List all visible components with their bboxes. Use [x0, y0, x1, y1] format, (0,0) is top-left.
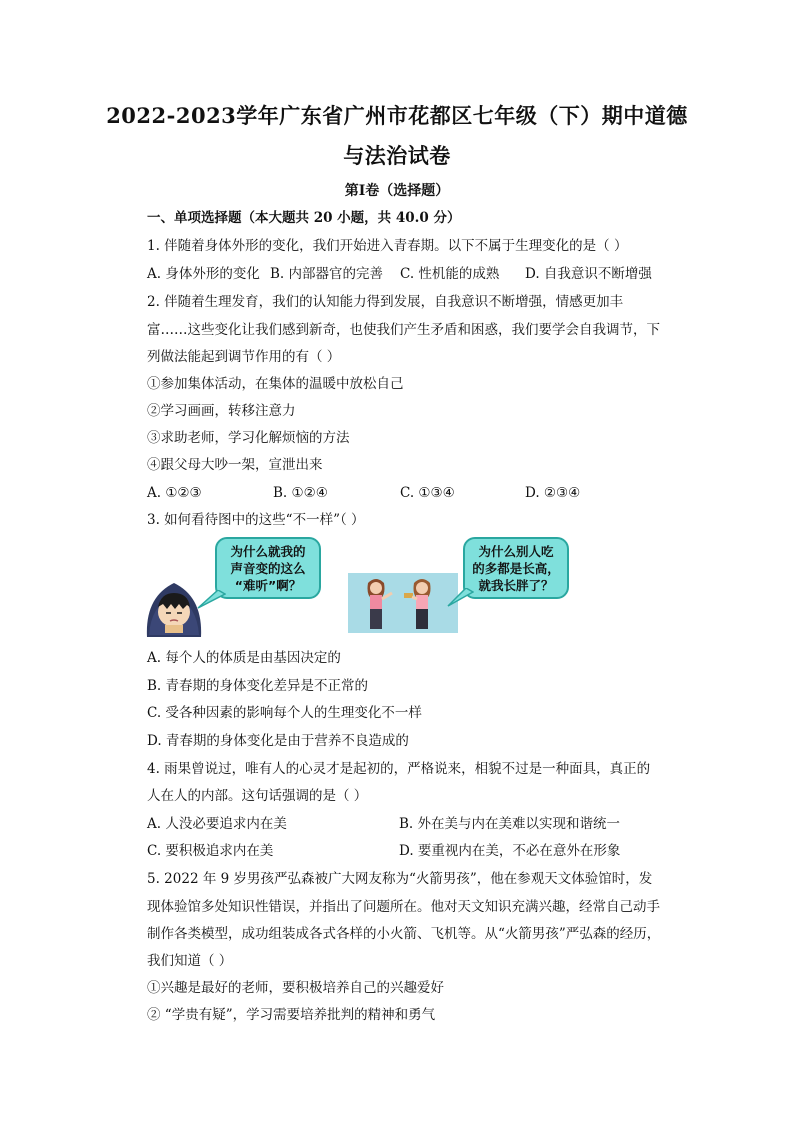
q4-stem-line1: 4. 雨果曾说过，唯有人的心灵才是起初的，严格说来，相貌不过是一种面具，真正的 — [147, 761, 651, 777]
q4-stem-line2: 人在人的内部。这句话强调的是（ ） — [147, 788, 368, 804]
q5-stem-line4: 我们知道（ ） — [147, 953, 233, 969]
q3-stem: 3. 如何看待图中的这些“不一样”（ ） — [147, 512, 365, 528]
q2-item-1: ①参加集体活动，在集体的温暖中放松自己 — [147, 376, 404, 392]
q2-option-d: D. ②③④ — [525, 485, 581, 501]
q5-item-1: ①兴趣是最好的老师，要积极培养自己的兴趣爱好 — [147, 980, 444, 996]
q2-item-2: ②学习画画，转移注意力 — [147, 403, 296, 419]
q3-option-d: D. 青春期的身体变化是由于营养不良造成的 — [147, 733, 409, 749]
bubble-left-line3: “难听”啊？ — [234, 578, 302, 593]
q2-stem-line2: 富……这些变化让我们感到新奇，也使我们产生矛盾和困惑，我们要学会自我调节，下 — [147, 322, 660, 338]
q1-stem: 1. 伴随着身体外形的变化，我们开始进入青春期。以下不属于生理变化的是（ ） — [147, 238, 628, 254]
q2-option-c: C. ①③④ — [400, 485, 455, 501]
bubble-right-line3: 就我长胖了？ — [478, 578, 554, 593]
q2-item-3: ③求助老师，学习化解烦恼的方法 — [147, 430, 350, 446]
q4-option-a: A. 人没必要追求内在美 — [147, 816, 287, 832]
q4-option-d: D. 要重视内在美，不必在意外在形象 — [399, 843, 621, 859]
q2-stem-line3: 列做法能起到调节作用的有（ ） — [147, 349, 341, 365]
bubble-left-line2: 声音变的这么 — [230, 561, 306, 576]
two-girls-photo — [348, 573, 458, 633]
q3-option-a: A. 每个人的体质是由基因决定的 — [147, 650, 341, 666]
exam-title-line1: 2022-2023学年广东省广州市花都区七年级（下）期中道德 — [106, 103, 688, 128]
bubble-left-tail — [196, 590, 226, 610]
speech-bubble-right — [463, 537, 569, 599]
q3-option-b: B. 青春期的身体变化差异是不正常的 — [147, 678, 369, 694]
q1-option-c: C. 性机能的成熟 — [400, 266, 500, 282]
q1-option-d: D. 自我意识不断增强 — [525, 266, 652, 282]
q5-stem-line1: 5. 2022 年 9 岁男孩严弘森被广大网友称为“火箭男孩”，他在参观天文体验馆时，发 — [147, 871, 653, 887]
bubble-right-line2: 的多都是长高， — [472, 561, 560, 576]
q2-option-b: B. ①②④ — [273, 485, 328, 501]
q5-stem-line2: 现体验馆多处知识性错误，并指出了问题所在。他对天文知识充满兴趣，经常自己动手 — [147, 899, 660, 915]
q1-option-b: B. 内部器官的完善 — [270, 266, 384, 282]
q2-option-a: A. ①②③ — [147, 485, 202, 501]
part-title: 第I卷（选择题） — [344, 183, 450, 199]
q4-option-c: C. 要积极追求内在美 — [147, 843, 274, 859]
q3-option-c: C. 受各种因素的影响每个人的生理变化不一样 — [147, 705, 422, 721]
bubble-right-line1: 为什么别人吃 — [478, 544, 554, 559]
q5-item-2: ② “学贵有疑”，学习需要培养批判的精神和勇气 — [147, 1007, 436, 1023]
q5-stem-line3: 制作各类模型，成功组装成各式各样的小火箭、飞机等。从“火箭男孩”严弘森的经历， — [147, 926, 661, 942]
bubble-right-tail — [446, 588, 474, 608]
section-header: 一、单项选择题（本大题共 20 小题，共 40.0 分） — [147, 210, 461, 226]
q1-option-a: A. 身体外形的变化 — [147, 266, 260, 282]
q2-item-4: ④跟父母大吵一架，宣泄出来 — [147, 457, 323, 473]
q2-stem-line1: 2. 伴随着生理发育，我们的认知能力得到发展，自我意识不断增强，情感更加丰 — [147, 294, 624, 310]
speech-bubble-left — [215, 537, 321, 599]
q4-option-b: B. 外在美与内在美难以实现和谐统一 — [399, 816, 621, 832]
bubble-left-line1: 为什么就我的 — [230, 544, 306, 559]
exam-title-line2: 与法治试卷 — [343, 143, 451, 168]
